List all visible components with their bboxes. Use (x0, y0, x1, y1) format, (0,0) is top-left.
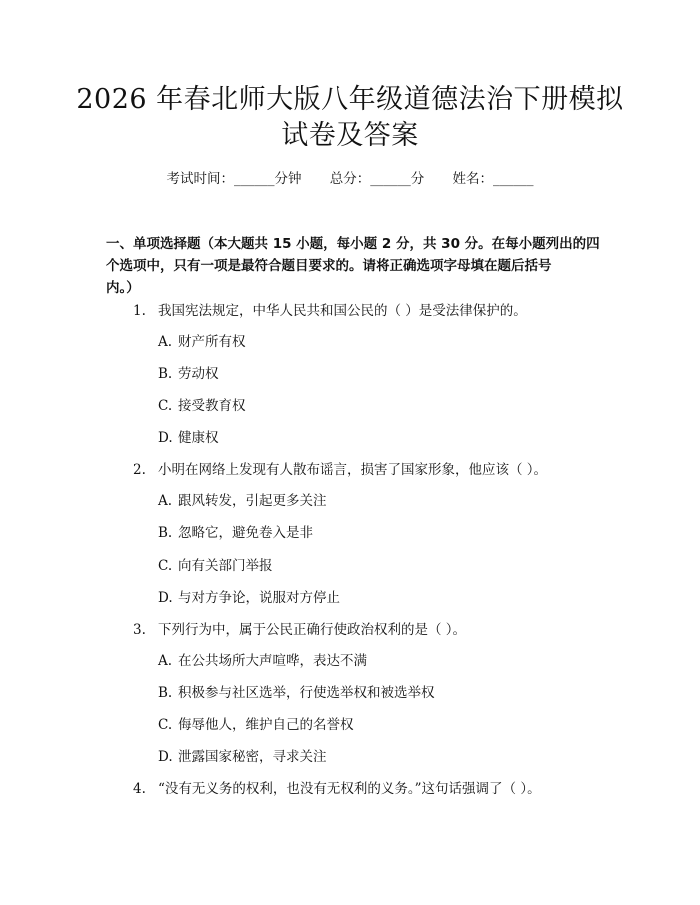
question-number: 1. (133, 303, 146, 319)
option-text: 忽略它，避免卷入是非 (178, 525, 313, 541)
section-heading-line3: 内。） (106, 280, 140, 296)
option-letter: B. (158, 366, 173, 382)
option-text: 在公共场所大声喧哗，表达不满 (178, 653, 367, 669)
option-text: 劳动权 (178, 366, 219, 382)
question-3-option-d (158, 748, 327, 766)
option-text: 跟风转发，引起更多关注 (178, 493, 327, 509)
option-text: 积极参与社区选举，行使选举权和被选举权 (178, 685, 435, 701)
option-letter: D. (158, 749, 173, 765)
question-number: 3. (133, 622, 146, 638)
option-text: 与对方争论，说服对方停止 (178, 590, 340, 606)
option-letter: C. (158, 558, 173, 574)
question-3 (133, 621, 466, 639)
option-text: 接受教育权 (178, 398, 246, 414)
question-4 (133, 780, 541, 798)
option-text: 健康权 (178, 430, 219, 446)
option-text: 侮辱他人，维护自己的名誉权 (178, 717, 354, 733)
exam-info-row (0, 170, 700, 188)
question-2-option-b (158, 524, 313, 542)
question-1-option-d (158, 429, 219, 447)
option-letter: A. (158, 334, 173, 350)
option-text: 向有关部门举报 (178, 558, 273, 574)
question-1 (133, 302, 527, 320)
total-score-field: 总分：______分 (329, 171, 425, 187)
question-3-option-b (158, 684, 435, 702)
option-letter: D. (158, 590, 173, 606)
option-letter: D. (158, 430, 173, 446)
exam-title-line2: 试卷及答案 (281, 120, 419, 151)
option-letter: A. (158, 653, 173, 669)
question-number: 4. (133, 781, 146, 797)
option-letter: B. (158, 685, 173, 701)
option-letter: C. (158, 717, 173, 733)
exam-title-line1: 2026 年春北师大版八年级道德法治下册模拟 (76, 84, 624, 115)
question-text: 小明在网络上发现有人散布谣言，损害了国家形象，他应该（ ）。 (158, 462, 548, 478)
section-heading-single-choice (106, 233, 606, 299)
question-2-option-c (158, 557, 273, 575)
question-3-option-c (158, 716, 354, 734)
section-heading-line2: 个选项中，只有一项是最符合题目要求的。请将正确选项字母填在题后括号 (106, 258, 552, 274)
section-heading-line1: 一、单项选择题（本大题共 15 小题，每小题 2 分，共 30 分。在每小题列出的四 (106, 236, 600, 252)
question-1-option-c (158, 397, 246, 415)
question-1-option-a (158, 333, 246, 351)
question-2-option-d (158, 589, 340, 607)
option-letter: A. (158, 493, 173, 509)
question-text: “没有无义务的权利，也没有无权利的义务。”这句话强调了（ ）。 (158, 781, 541, 797)
question-3-option-a (158, 652, 367, 670)
option-letter: B. (158, 525, 173, 541)
question-2-option-a (158, 492, 327, 510)
question-text: 我国宪法规定，中华人民共和国公民的（ ）是受法律保护的。 (158, 303, 527, 319)
option-letter: C. (158, 398, 173, 414)
question-2 (133, 461, 547, 479)
question-text: 下列行为中，属于公民正确行使政治权利的是（ ）。 (158, 622, 467, 638)
student-name-field: 姓名：______ (452, 171, 534, 187)
exam-time-field: 考试时间：______分钟 (166, 171, 302, 187)
question-1-option-b (158, 365, 219, 383)
question-number: 2. (133, 462, 146, 478)
option-text: 泄露国家秘密，寻求关注 (178, 749, 327, 765)
option-text: 财产所有权 (178, 334, 246, 350)
